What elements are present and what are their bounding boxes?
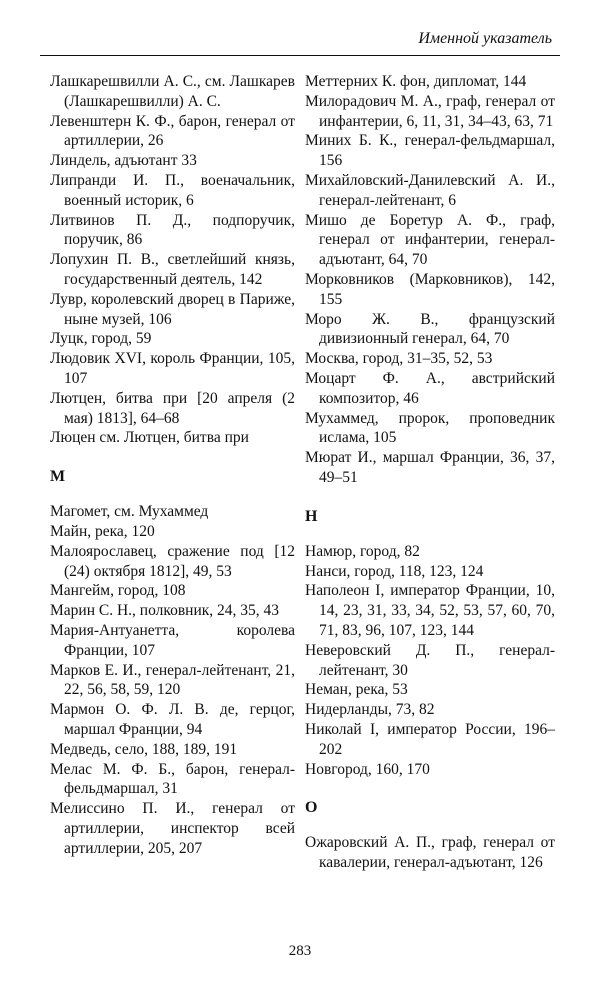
index-entry: Левенштерн К. Ф., барон, генерал от артиллерии, 26 [50, 112, 295, 150]
index-entry: Липранди И. П., военачальник, военный историк, 6 [50, 171, 295, 209]
header-rule [40, 55, 560, 56]
index-entry: Михайловский-Данилевский А. И., генерал-лейтенант, 6 [305, 171, 555, 209]
index-entry: Меттерних К. фон, дипломат, 144 [305, 73, 527, 90]
index-entry: Нанси, город, 118, 123, 124 [305, 562, 484, 580]
index-entry: Марин С. Н., полковник, 24, 35, 43 [50, 602, 280, 620]
index-entry: Мюрат И., маршал Франции, 36, 37, 49–51 [305, 449, 555, 486]
index-entry: Мелиссино П. И., генерал от артиллерии, инспектор всей артиллерии, 205, 207 [50, 800, 295, 857]
index-entry: Луцк, город, 59 [50, 330, 152, 348]
index-entry: Милорадович М. А., граф, генерал от инфантерии, 6, 11, 31, 34–43, 63, 71 [305, 92, 555, 130]
index-entry: Медведь, село, 188, 189, 191 [50, 740, 238, 758]
index-entry: Николай I, император России, 196–202 [305, 720, 555, 758]
index-entry: Наполеон I, император Франции, 10, 14, 23, 31, 33, 34, 52, 53, 57, 60, 70, 71, 83, 96, 107, 123, 144 [305, 582, 555, 639]
running-header: Именной указатель [418, 30, 552, 47]
index-entry: Неверовский Д. П., генерал-лейтенант, 30 [305, 641, 555, 679]
section-letter-o: О [305, 799, 318, 817]
index-column-right [305, 72, 555, 873]
index-entry: Лувр, королевский дворец в Париже, ныне музей, 106 [50, 290, 295, 328]
index-entry: Линдель, адъютант 33 [50, 152, 197, 170]
index-entry: Малоярославец, сражение под [12 (24) октября 1812], 49, 53 [50, 542, 295, 580]
index-entry: Мангейм, город, 108 [50, 582, 186, 600]
index-entry: Магомет, см. Мухаммед [50, 503, 209, 521]
index-entry: Лопухин П. В., светлейший князь, государственный деятель, 142 [50, 251, 295, 288]
index-entry: Литвинов П. Д., подпоручик, поручик, 86 [50, 211, 295, 249]
index-entry: Ожаровский А. П., граф, генерал от кавалерии, генерал-адъютант, 126 [305, 834, 555, 872]
index-entry: Людовик XVI, король Франции, 105, 107 [50, 350, 295, 387]
index-entry: Неман, река, 53 [305, 681, 408, 699]
index-entry: Мишо де Боретур А. Ф., граф, генерал от инфантерии, генерал-адъютант, 64, 70 [305, 211, 555, 269]
section-letter-n: Н [305, 507, 318, 525]
index-entry: Мелас М. Ф. Б., барон, генерал-фельдмаршал, 31 [50, 760, 295, 798]
index-entry: Морковников (Марковников), 142, 155 [305, 270, 555, 308]
index-entry: Лашкарешвилли А. С., см. Лашкарев (Лашкарешвилли) А. С. [50, 73, 295, 110]
index-entry: Лютцен, битва при [20 апреля (2 мая) 1813], 64–68 [50, 389, 295, 427]
index-entry: Мухаммед, пророк, проповедник ислама, 105 [305, 409, 555, 447]
index-entry: Миних Б. К., генерал-фельдмаршал, 156 [305, 132, 555, 170]
index-entry: Майн, река, 120 [50, 522, 155, 540]
index-entry: Моцарт Ф. А., австрийский композитор, 46 [305, 369, 555, 407]
index-entry: Москва, город, 31–35, 52, 53 [305, 350, 493, 368]
index-entry: Люцен см. Лютцен, битва при [50, 429, 249, 447]
index-entry: Намюр, город, 82 [305, 542, 420, 560]
index-entry: Мария-Антуанетта, королева Франции, 107 [50, 621, 295, 659]
index-entry: Марков Е. И., генерал-лейтенант, 21, 22, 56, 58, 59, 120 [50, 661, 295, 699]
index-entry: Нидерланды, 73, 82 [305, 701, 435, 719]
index-entry: Новгород, 160, 170 [305, 760, 430, 778]
page-number: 283 [288, 943, 312, 959]
index-column-left [50, 72, 295, 858]
index-entry: Моро Ж. В., французский дивизионный генерал, 64, 70 [305, 310, 555, 348]
index-entry: Мармон О. Ф. Л. В. де, герцог, маршал Франции, 94 [50, 701, 295, 738]
section-letter-m: М [50, 468, 66, 486]
